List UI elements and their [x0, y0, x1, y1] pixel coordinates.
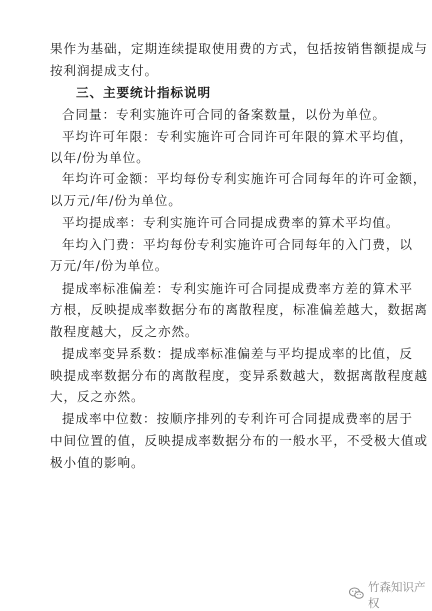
- text-line: 极小值的影响。: [50, 455, 145, 470]
- text-line: 以年/份为单位。: [50, 150, 150, 165]
- section-heading: 三、主要统计指标说明: [76, 85, 211, 100]
- text-line: 年均许可金额：平均每份专利实施许可合同每年的许可金额，: [62, 171, 427, 186]
- watermark: [349, 580, 432, 610]
- text-line: 大，反之亦然。: [50, 389, 145, 404]
- text-line: 散程度越大，反之亦然。: [50, 324, 199, 339]
- text-line: 映提成率数据分布的离散程度，变异系数越大，数据离散程度越: [50, 368, 428, 383]
- watermark-text: 竹森知识产权: [368, 580, 426, 610]
- text-line: 中间位置的值，反映提成率数据分布的一般水平，不受极大值或: [50, 433, 428, 448]
- text-line: 提成率变异系数：提成率标准偏差与平均提成率的比值，反: [62, 346, 413, 361]
- text-line: 提成率中位数：按顺序排列的专利许可合同提成费率的居于: [62, 411, 413, 426]
- text-line: 平均许可年限：专利实施许可合同许可年限的算术平均值，: [62, 129, 413, 144]
- text-line: 万元/年/份为单位。: [50, 258, 169, 273]
- text-line: 合同量：专利实施许可合同的备案数量，以份为单位。: [62, 107, 386, 122]
- text-line: 提成率标准偏差：专利实施许可合同提成费率方差的算术平: [62, 281, 413, 296]
- text-line: 方根，反映提成率数据分布的离散程度，标准偏差越大，数据离: [50, 302, 428, 317]
- text-line: 按利润提成支付。: [50, 63, 158, 78]
- text-line: 年均入门费：平均每份专利实施许可合同每年的入门费，以: [62, 237, 413, 252]
- text-line: 果作为基础，定期连续提取使用费的方式，包括按销售额提成与: [50, 41, 428, 56]
- text-line: 平均提成率：专利实施许可合同提成费率的算术平均值。: [62, 215, 400, 230]
- wechat-icon: [349, 587, 364, 603]
- text-line: 以万元/年/份为单位。: [50, 193, 182, 208]
